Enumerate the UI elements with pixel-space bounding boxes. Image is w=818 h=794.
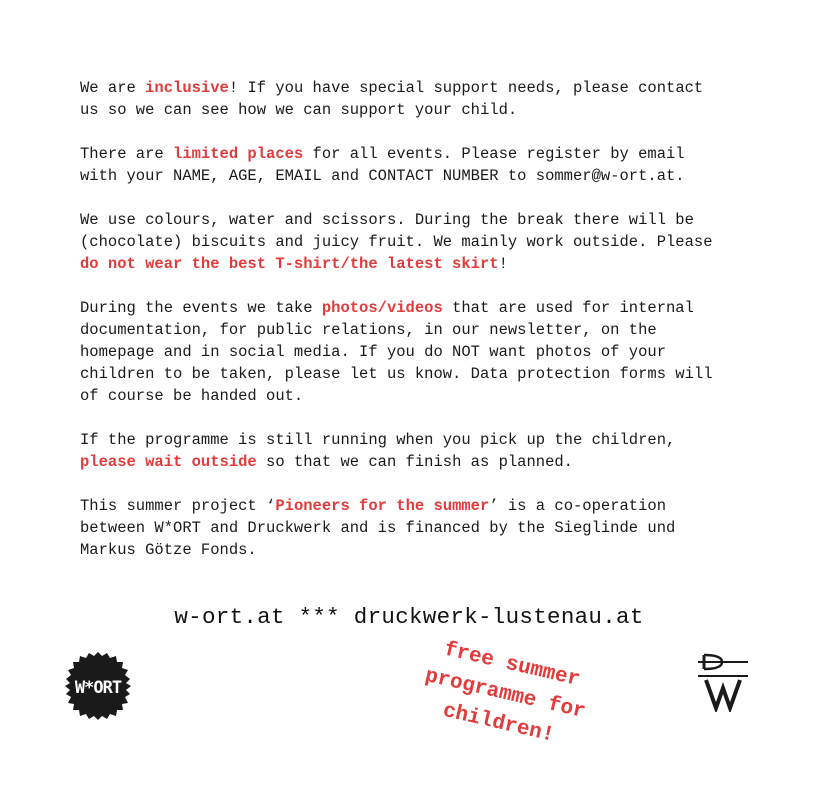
- paragraph-inclusive: We are inclusive! If you have special support needs, please contact us so we can see how we can support your child.: [80, 79, 704, 119]
- wort-logo-text: W*ORT: [74, 678, 122, 698]
- paragraph-limited-places: There are limited places for all events. Please register by email with your NAME, AGE, EMAIL and CONTACT NUMBER to sommer@w-ort.at.: [80, 145, 685, 185]
- paragraph-pickup: If the programme is still running when you pick up the children, please wait outside so that we can finish as planned.: [80, 431, 676, 471]
- free-programme-stamp: free summer programme for children!: [422, 638, 588, 748]
- paragraph-photos: During the events we take photos/videos that are used for internal documentation, for public relations, in our newsletter, on the homepage and in social media. If you do NOT want photos of your children to be taken, please let us know. Data protection forms will of course be handed out.: [80, 299, 713, 405]
- footer-urls[interactable]: w-ort.at *** druckwerk-lustenau.at: [174, 604, 644, 630]
- highlight-clothing: do not wear the best T-shirt/the latest skirt: [80, 255, 499, 273]
- paragraph-cooperation: This summer project ‘Pioneers for the summer’ is a co-operation between W*ORT and Druckwerk and is financed by the Sieglinde und Markus Götze Fonds.: [80, 497, 676, 559]
- wort-logo-icon: [62, 650, 134, 722]
- highlight-limited-places: limited places: [173, 145, 304, 163]
- highlight-photos: photos/videos: [321, 299, 443, 317]
- info-text: [80, 77, 760, 583]
- highlight-project-name: Pioneers for the summer: [275, 497, 490, 515]
- highlight-wait-outside: please wait outside: [80, 453, 257, 471]
- druckwerk-logo-icon: [692, 650, 754, 712]
- paragraph-materials: We use colours, water and scissors. During the break there will be (chocolate) biscuits and juicy fruit. We mainly work outside. Please do not wear the best T-shirt/the latest skirt!: [80, 211, 713, 273]
- highlight-inclusive: inclusive: [145, 79, 229, 97]
